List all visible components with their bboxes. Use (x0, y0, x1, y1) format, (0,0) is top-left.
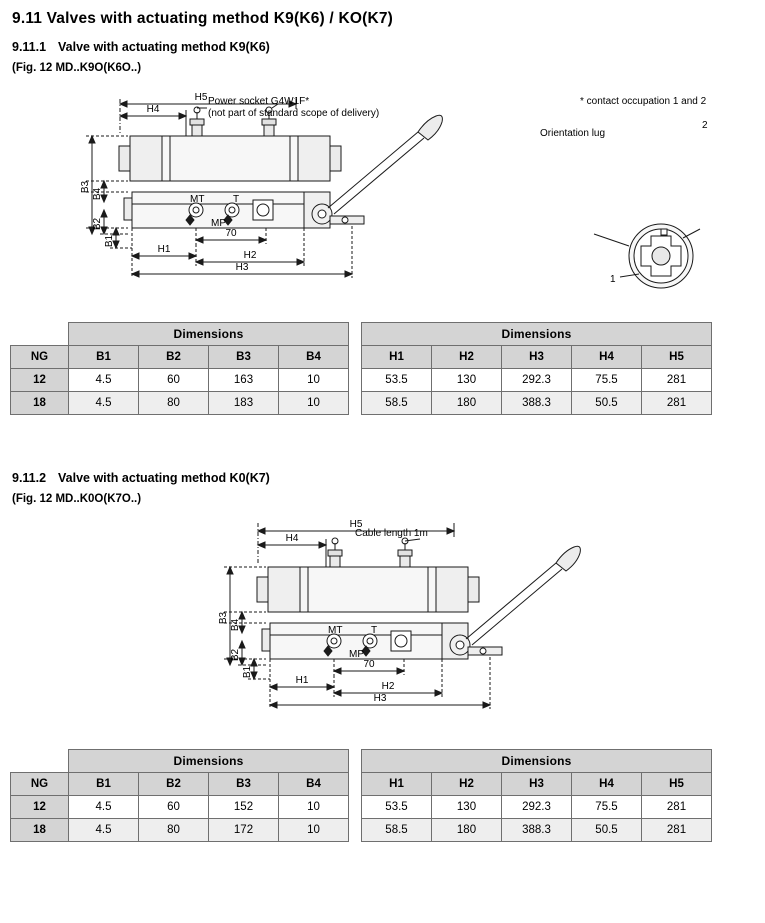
figure-2-label-h5: H5 (349, 519, 363, 530)
table-1-r0-h2: 130 (432, 369, 502, 392)
table-2-col-b3: B3 (209, 773, 279, 796)
table-2-group-header-left: Dimensions (69, 750, 349, 773)
table-2-col-h5: H5 (642, 773, 712, 796)
figure-2-label-b1: B1 (242, 665, 253, 679)
table-row (11, 323, 712, 346)
figure-2-drawing (0, 505, 765, 735)
figure-2-label-b2: B2 (230, 648, 241, 662)
table-2-r1-b3: 172 (209, 819, 279, 842)
table-1-r0-h3: 292.3 (502, 369, 572, 392)
subsection-1-title: Valve with actuating method K9(K6) (58, 40, 270, 54)
table-1-r0-b1: 4.5 (69, 369, 139, 392)
table-2-r0-h5: 281 (642, 796, 712, 819)
subsection-2-number: 9.11.2 (12, 471, 47, 485)
table-2-r0-b3: 152 (209, 796, 279, 819)
figure-2-label-b3: B3 (218, 611, 229, 625)
table-1-r0-b4: 10 (279, 369, 349, 392)
table-1-corner-blank (11, 323, 69, 346)
dimensions-table-1-wrap (0, 322, 765, 415)
table-2-spacer-cols (349, 773, 362, 796)
table-row (11, 346, 712, 369)
figure-1-note-line1: Power socket G4W1F* (208, 96, 310, 107)
figure-2-label-h4: H4 (285, 533, 299, 544)
subsection-2-heading (0, 415, 765, 485)
figure-2-label-h3: H3 (373, 693, 387, 704)
table-row (11, 773, 712, 796)
table-1-group-header-right: Dimensions (362, 323, 712, 346)
table-2-col-h3: H3 (502, 773, 572, 796)
table-1-col-b1: B1 (69, 346, 139, 369)
table-1-spacer-r1 (349, 392, 362, 415)
dimensions-table-1 (10, 322, 712, 415)
table-2-spacer-r1 (349, 819, 362, 842)
table-1-r1-b4: 10 (279, 392, 349, 415)
table-2-col-b1: B1 (69, 773, 139, 796)
table-2-corner-blank (11, 750, 69, 773)
figure-1-label-70: 70 (225, 228, 237, 239)
figure-1 (0, 74, 765, 304)
table-1-r0-b3: 163 (209, 369, 279, 392)
table-row (11, 819, 712, 842)
table-1-r1-h4: 50.5 (572, 392, 642, 415)
table-1-spacer-cols (349, 346, 362, 369)
table-1-col-b2: B2 (139, 346, 209, 369)
table-1-r0-b2: 60 (139, 369, 209, 392)
table-2-col-ng: NG (11, 773, 69, 796)
table-1-r1-ng: 18 (11, 392, 69, 415)
table-2-spacer-head (349, 750, 362, 773)
table-2-r1-h2: 180 (432, 819, 502, 842)
figure-1-label-mp: MP (211, 218, 226, 229)
figure-1-label-h5: H5 (194, 92, 208, 103)
subsection-1-number: 9.11.1 (12, 40, 47, 54)
table-2-r1-b4: 10 (279, 819, 349, 842)
table-1-spacer-r0 (349, 369, 362, 392)
table-row (11, 750, 712, 773)
figure-1-label-h1: H1 (157, 244, 171, 255)
table-2-r1-h3: 388.3 (502, 819, 572, 842)
table-1-r1-b1: 4.5 (69, 392, 139, 415)
figure-2-label-70: 70 (363, 659, 375, 670)
subsection-2-title: Valve with actuating method K0(K7) (58, 471, 270, 485)
figure-2-label-mp: MP (349, 649, 364, 660)
figure-1-label-h3: H3 (235, 262, 249, 273)
table-1-col-h2: H2 (432, 346, 502, 369)
figure-2-label-h2: H2 (381, 681, 395, 692)
figure-2-label-t: T (371, 625, 378, 636)
figure-2 (0, 505, 765, 735)
table-2-r1-b2: 80 (139, 819, 209, 842)
table-1-spacer-head (349, 323, 362, 346)
table-1-col-h1: H1 (362, 346, 432, 369)
figure-1-drawing (0, 74, 765, 304)
figure-2-label-h1: H1 (295, 675, 309, 686)
table-2-r0-b4: 10 (279, 796, 349, 819)
table-1-group-header-left: Dimensions (69, 323, 349, 346)
figure-2-label-b4: B4 (230, 618, 241, 632)
table-2-r0-h4: 75.5 (572, 796, 642, 819)
table-2-r0-b2: 60 (139, 796, 209, 819)
table-2-r1-h1: 58.5 (362, 819, 432, 842)
table-2-r0-h2: 130 (432, 796, 502, 819)
dimensions-table-2 (10, 749, 712, 842)
table-1-r1-h1: 58.5 (362, 392, 432, 415)
table-1-col-h4: H4 (572, 346, 642, 369)
figure-1-label-b3: B3 (80, 180, 91, 194)
table-1-r1-h2: 180 (432, 392, 502, 415)
table-2-r0-b1: 4.5 (69, 796, 139, 819)
table-row (11, 369, 712, 392)
table-2-r1-b1: 4.5 (69, 819, 139, 842)
table-1-r1-b3: 183 (209, 392, 279, 415)
table-2-r1-h4: 50.5 (572, 819, 642, 842)
table-row (11, 796, 712, 819)
figure-1-label-h4: H4 (146, 104, 160, 115)
figure-1-pin-1: 1 (610, 274, 616, 285)
figure-2-label-mt: MT (328, 625, 343, 636)
table-1-r0-h4: 75.5 (572, 369, 642, 392)
figure-1-label-h2: H2 (243, 250, 257, 261)
table-2-r1-ng: 18 (11, 819, 69, 842)
figure-1-label-b1: B1 (104, 234, 115, 248)
table-1-r1-b2: 80 (139, 392, 209, 415)
table-2-spacer-r0 (349, 796, 362, 819)
subsection-1-heading (0, 28, 765, 54)
dimensions-table-2-wrap (0, 749, 765, 842)
table-2-r0-h1: 53.5 (362, 796, 432, 819)
table-2-group-header-right: Dimensions (362, 750, 712, 773)
table-2-col-b4: B4 (279, 773, 349, 796)
figure-1-label-t: T (233, 194, 240, 205)
figure-1-label-b4: B4 (92, 187, 103, 201)
figure-1-label-b2: B2 (92, 217, 103, 231)
table-1-col-ng: NG (11, 346, 69, 369)
figure-1-contact-note: * contact occupation 1 and 2 (580, 96, 707, 107)
figure-1-note-line2: (not part of standard scope of delivery) (208, 108, 380, 119)
table-2-col-h1: H1 (362, 773, 432, 796)
table-2-col-h4: H4 (572, 773, 642, 796)
table-1-col-h3: H3 (502, 346, 572, 369)
table-1-r1-h5: 281 (642, 392, 712, 415)
table-2-r0-ng: 12 (11, 796, 69, 819)
table-row (11, 392, 712, 415)
figure-2-caption: (Fig. 12 MD..K0O(K7O..) (12, 493, 142, 505)
table-1-r1-h3: 388.3 (502, 392, 572, 415)
table-2-col-b2: B2 (139, 773, 209, 796)
table-1-r0-h5: 281 (642, 369, 712, 392)
table-2-r0-h3: 292.3 (502, 796, 572, 819)
table-1-col-b4: B4 (279, 346, 349, 369)
table-2-col-h2: H2 (432, 773, 502, 796)
figure-1-orientation-lug: Orientation lug (540, 128, 606, 139)
figure-1-pin-2: 2 (702, 120, 708, 131)
figure-1-caption: (Fig. 12 MD..K9O(K6O..) (12, 62, 142, 74)
table-2-r1-h5: 281 (642, 819, 712, 842)
figure-2-note-line1: Cable length 1m (355, 528, 428, 539)
table-1-r0-h1: 53.5 (362, 369, 432, 392)
page-title: 9.11 Valves with actuating method K9(K6) / KO(K7) (12, 10, 394, 27)
table-1-col-h5: H5 (642, 346, 712, 369)
table-1-col-b3: B3 (209, 346, 279, 369)
table-1-r0-ng: 12 (11, 369, 69, 392)
figure-1-label-mt: MT (190, 194, 205, 205)
